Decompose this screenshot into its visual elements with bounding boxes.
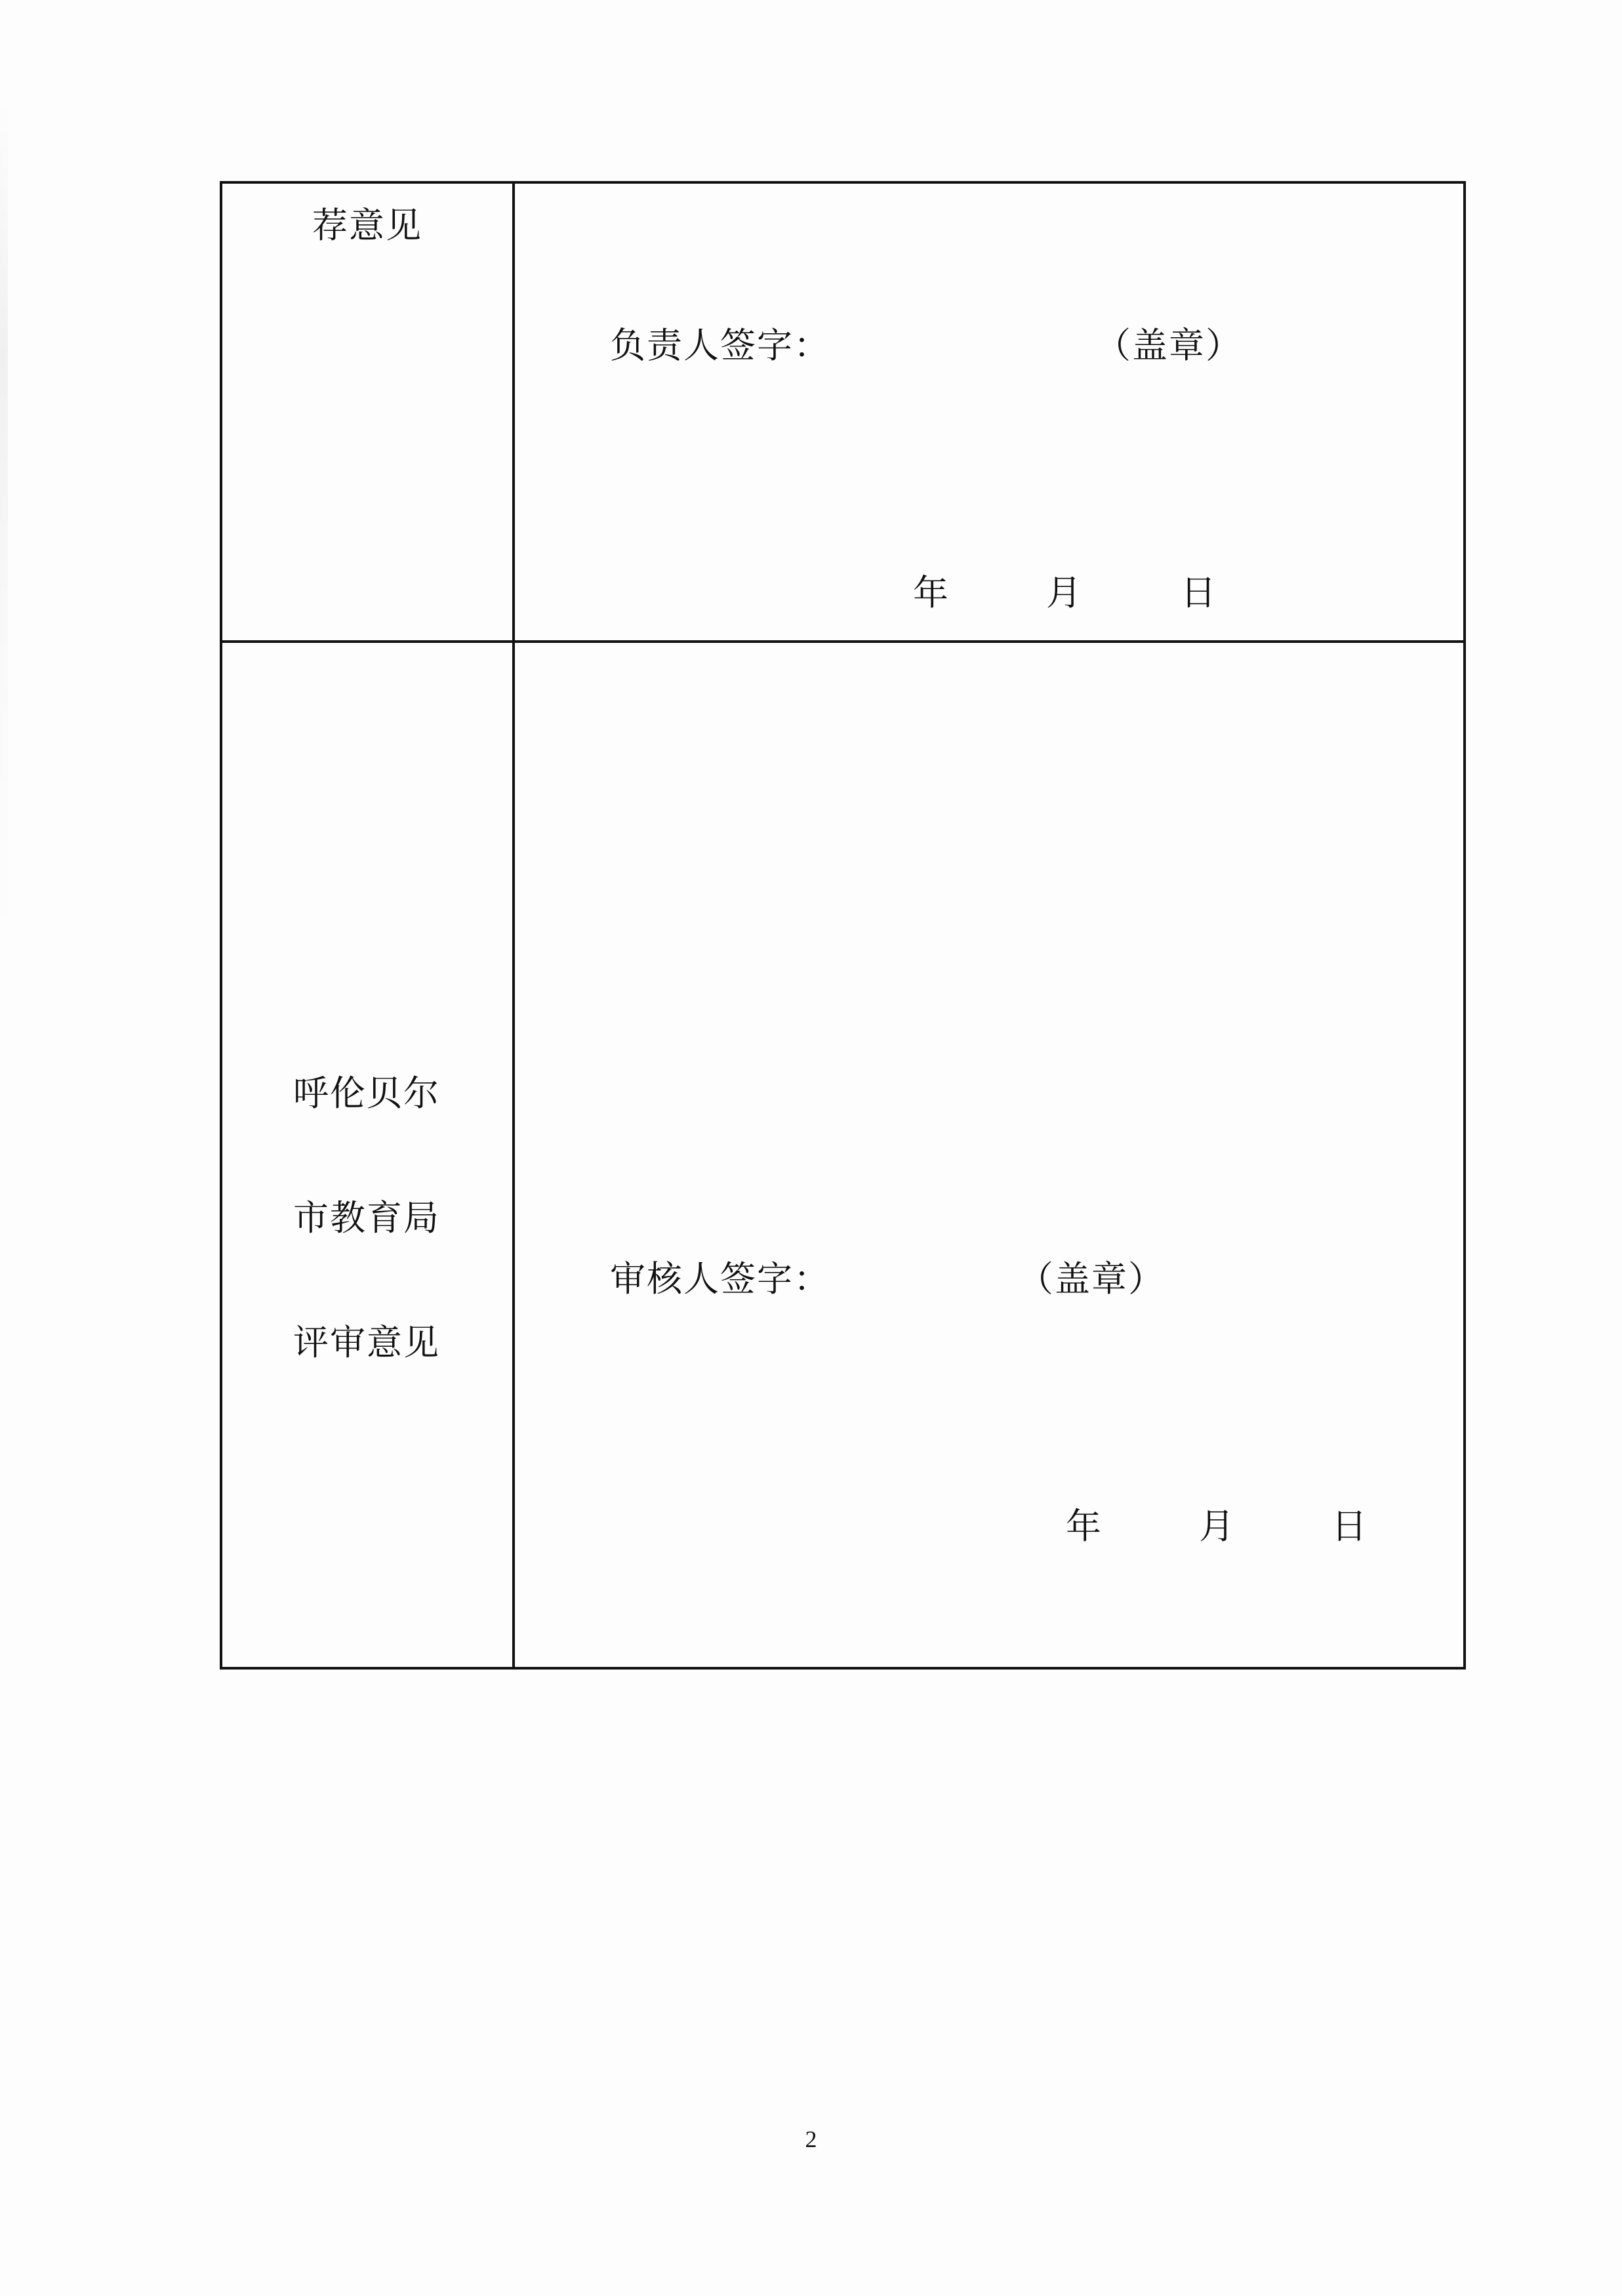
review-form-table	[220, 181, 1466, 1670]
scan-edge-artifact	[0, 98, 8, 951]
review-row	[221, 642, 1465, 1668]
date-day-label: 日	[1331, 1506, 1368, 1547]
date-year-label: 年	[913, 572, 950, 613]
seal-label: （盖章）	[1018, 1258, 1165, 1300]
recommendation-content-cell	[514, 182, 1465, 642]
review-label-line-2: 市教育局	[293, 1197, 440, 1239]
seal-label: （盖章）	[1095, 325, 1242, 366]
recommendation-row	[221, 182, 1465, 642]
reviewer-signature-label: 审核人签字：	[610, 1258, 830, 1300]
recommendation-label-cell	[221, 182, 514, 642]
review-label-cell	[221, 642, 514, 1668]
review-content-cell	[514, 642, 1465, 1668]
page-number: 2	[805, 2126, 817, 2152]
date-month-label: 月	[1046, 572, 1083, 613]
date-month-label: 月	[1199, 1506, 1236, 1547]
review-label-line-1: 呼伦贝尔	[293, 1073, 440, 1114]
date-day-label: 日	[1181, 572, 1217, 613]
review-label-line-3: 评审意见	[293, 1322, 440, 1363]
responsible-signature-label: 负责人签字：	[610, 325, 830, 366]
date-year-label: 年	[1066, 1506, 1103, 1547]
recommendation-label: 荐意见	[312, 205, 422, 246]
